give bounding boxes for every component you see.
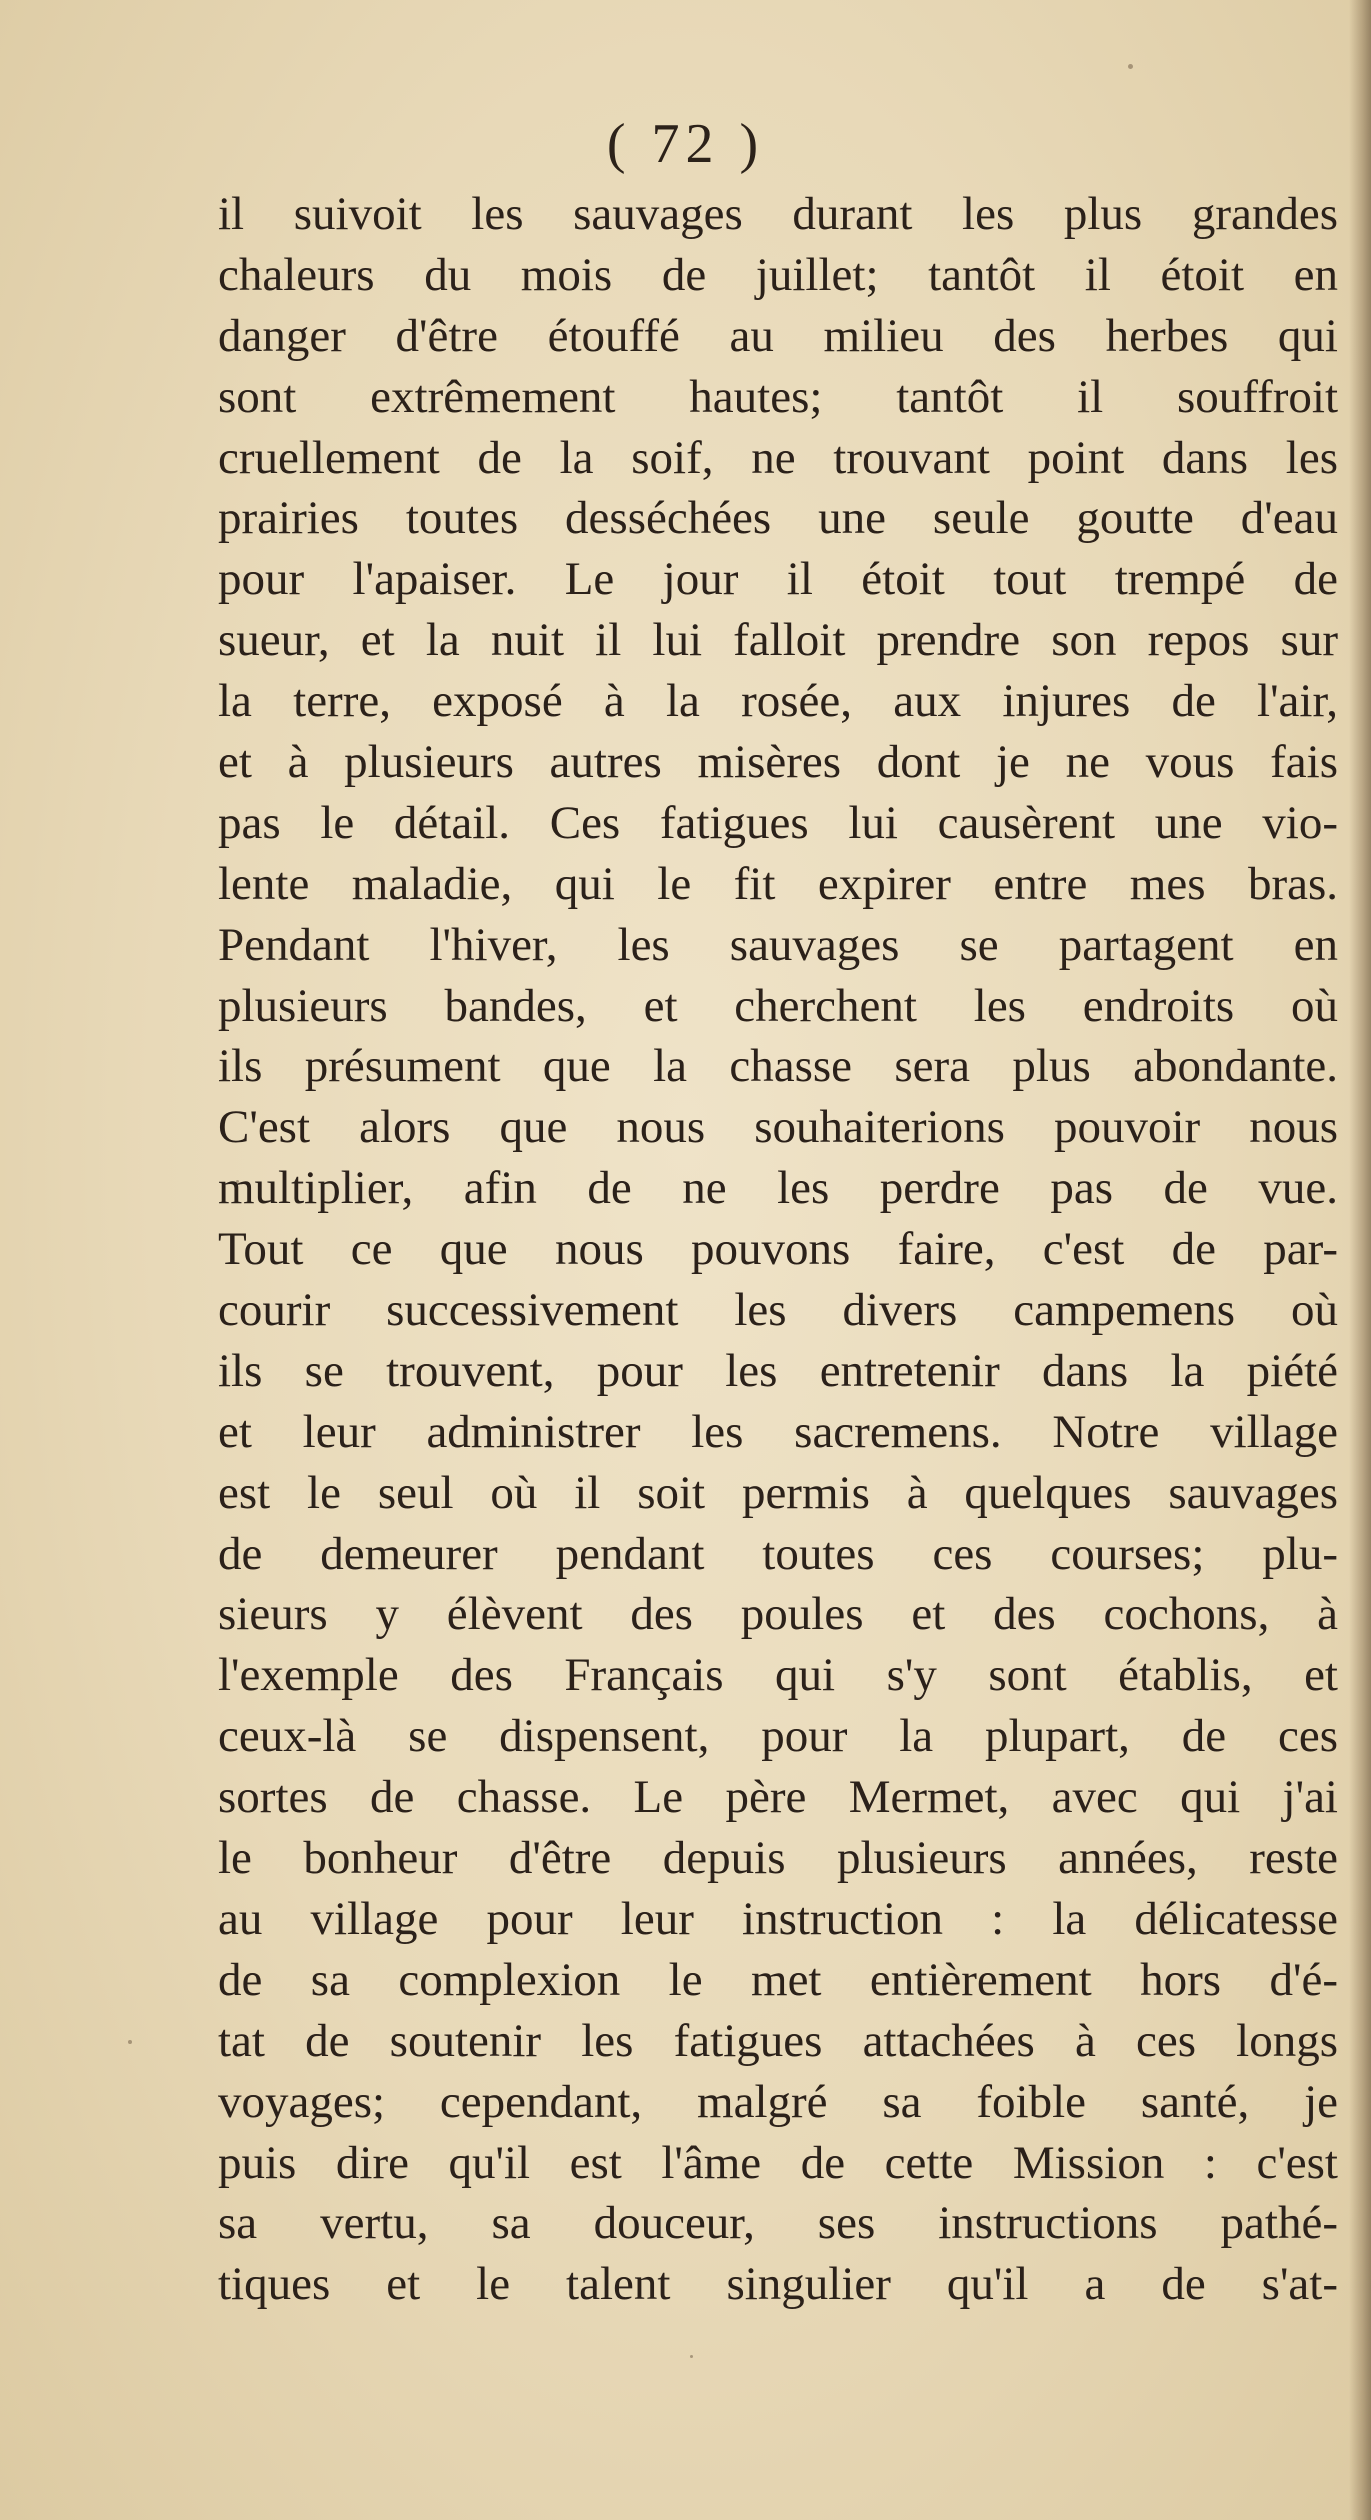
text-line: Tout ce que nous pouvons faire, c'est de par- (218, 1223, 1338, 1276)
text-line: sueur, et la nuit il lui falloit prendre son repos sur (218, 614, 1338, 667)
text-line: ils se trouvent, pour les entretenir dans la piété (218, 1344, 1338, 1397)
page-number: ( 72 ) (606, 113, 765, 175)
text-line: au village pour leur instruction : la délicatesse (218, 1892, 1338, 1945)
body-text (218, 184, 1338, 2315)
text-line: sa vertu, sa douceur, ses instructions pathé- (218, 2197, 1338, 2250)
text-line: le bonheur d'être depuis plusieurs années, reste (218, 1832, 1338, 1885)
text-line: danger d'être étouffé au milieu des herbes qui (218, 309, 1338, 362)
text-line: plusieurs bandes, et cherchent les endroits où (218, 979, 1338, 1032)
text-line: multiplier, afin de ne les perdre pas de vue. (218, 1162, 1338, 1215)
text-line: sont extrêmement hautes; tantôt il souffroit (218, 370, 1338, 423)
text-line: voyages; cependant, malgré sa foible santé, je (218, 2075, 1338, 2128)
text-line: et à plusieurs autres misères dont je ne vous fais (218, 736, 1338, 789)
text-line: Pendant l'hiver, les sauvages se partagent en (218, 918, 1338, 971)
text-line: est le seul où il soit permis à quelques sauvages (218, 1466, 1338, 1519)
text-line: tat de soutenir les fatigues attachées à ces longs (218, 2014, 1338, 2067)
text-line: puis dire qu'il est l'âme de cette Mission : c'est (218, 2136, 1338, 2189)
text-line: ceux-là se dispensent, pour la plupart, de ces (218, 1710, 1338, 1763)
text-line: lente maladie, qui le fit expirer entre mes bras. (218, 857, 1338, 910)
text-line: chaleurs du mois de juillet; tantôt il étoit en (218, 248, 1338, 301)
text-line: cruellement de la soif, ne trouvant point dans les (218, 431, 1338, 484)
text-line: sieurs y élèvent des poules et des cochons, à (218, 1588, 1338, 1641)
text-line: de sa complexion le met entièrement hors d'é- (218, 1953, 1338, 2006)
text-line: tiques et le talent singulier qu'il a de s'at- (218, 2258, 1338, 2311)
text-line: l'exemple des Français qui s'y sont établis, et (218, 1649, 1338, 1702)
text-line: et leur administrer les sacremens. Notre village (218, 1405, 1338, 1458)
text-line: courir successivement les divers campemens où (218, 1284, 1338, 1337)
ink-speck (1128, 64, 1133, 69)
ink-speck (128, 2040, 132, 2044)
text-line: C'est alors que nous souhaiterions pouvoir nous (218, 1101, 1338, 1154)
text-line: pour l'apaiser. Le jour il étoit tout trempé de (218, 553, 1338, 606)
text-line: il suivoit les sauvages durant les plus grandes (218, 188, 1338, 240)
text-line: sortes de chasse. Le père Mermet, avec qui j'ai (218, 1771, 1338, 1824)
text-line: ils présument que la chasse sera plus abondante. (218, 1040, 1338, 1093)
text-line: pas le détail. Ces fatigues lui causèrent une vio- (218, 796, 1338, 849)
text-line: prairies toutes desséchées une seule goutte d'eau (218, 492, 1338, 545)
text-line: la terre, exposé à la rosée, aux injures de l'air, (218, 675, 1338, 728)
page-edge-shadow (1349, 0, 1371, 2520)
ink-speck (690, 2355, 693, 2358)
text-line: de demeurer pendant toutes ces courses; plu- (218, 1527, 1338, 1580)
